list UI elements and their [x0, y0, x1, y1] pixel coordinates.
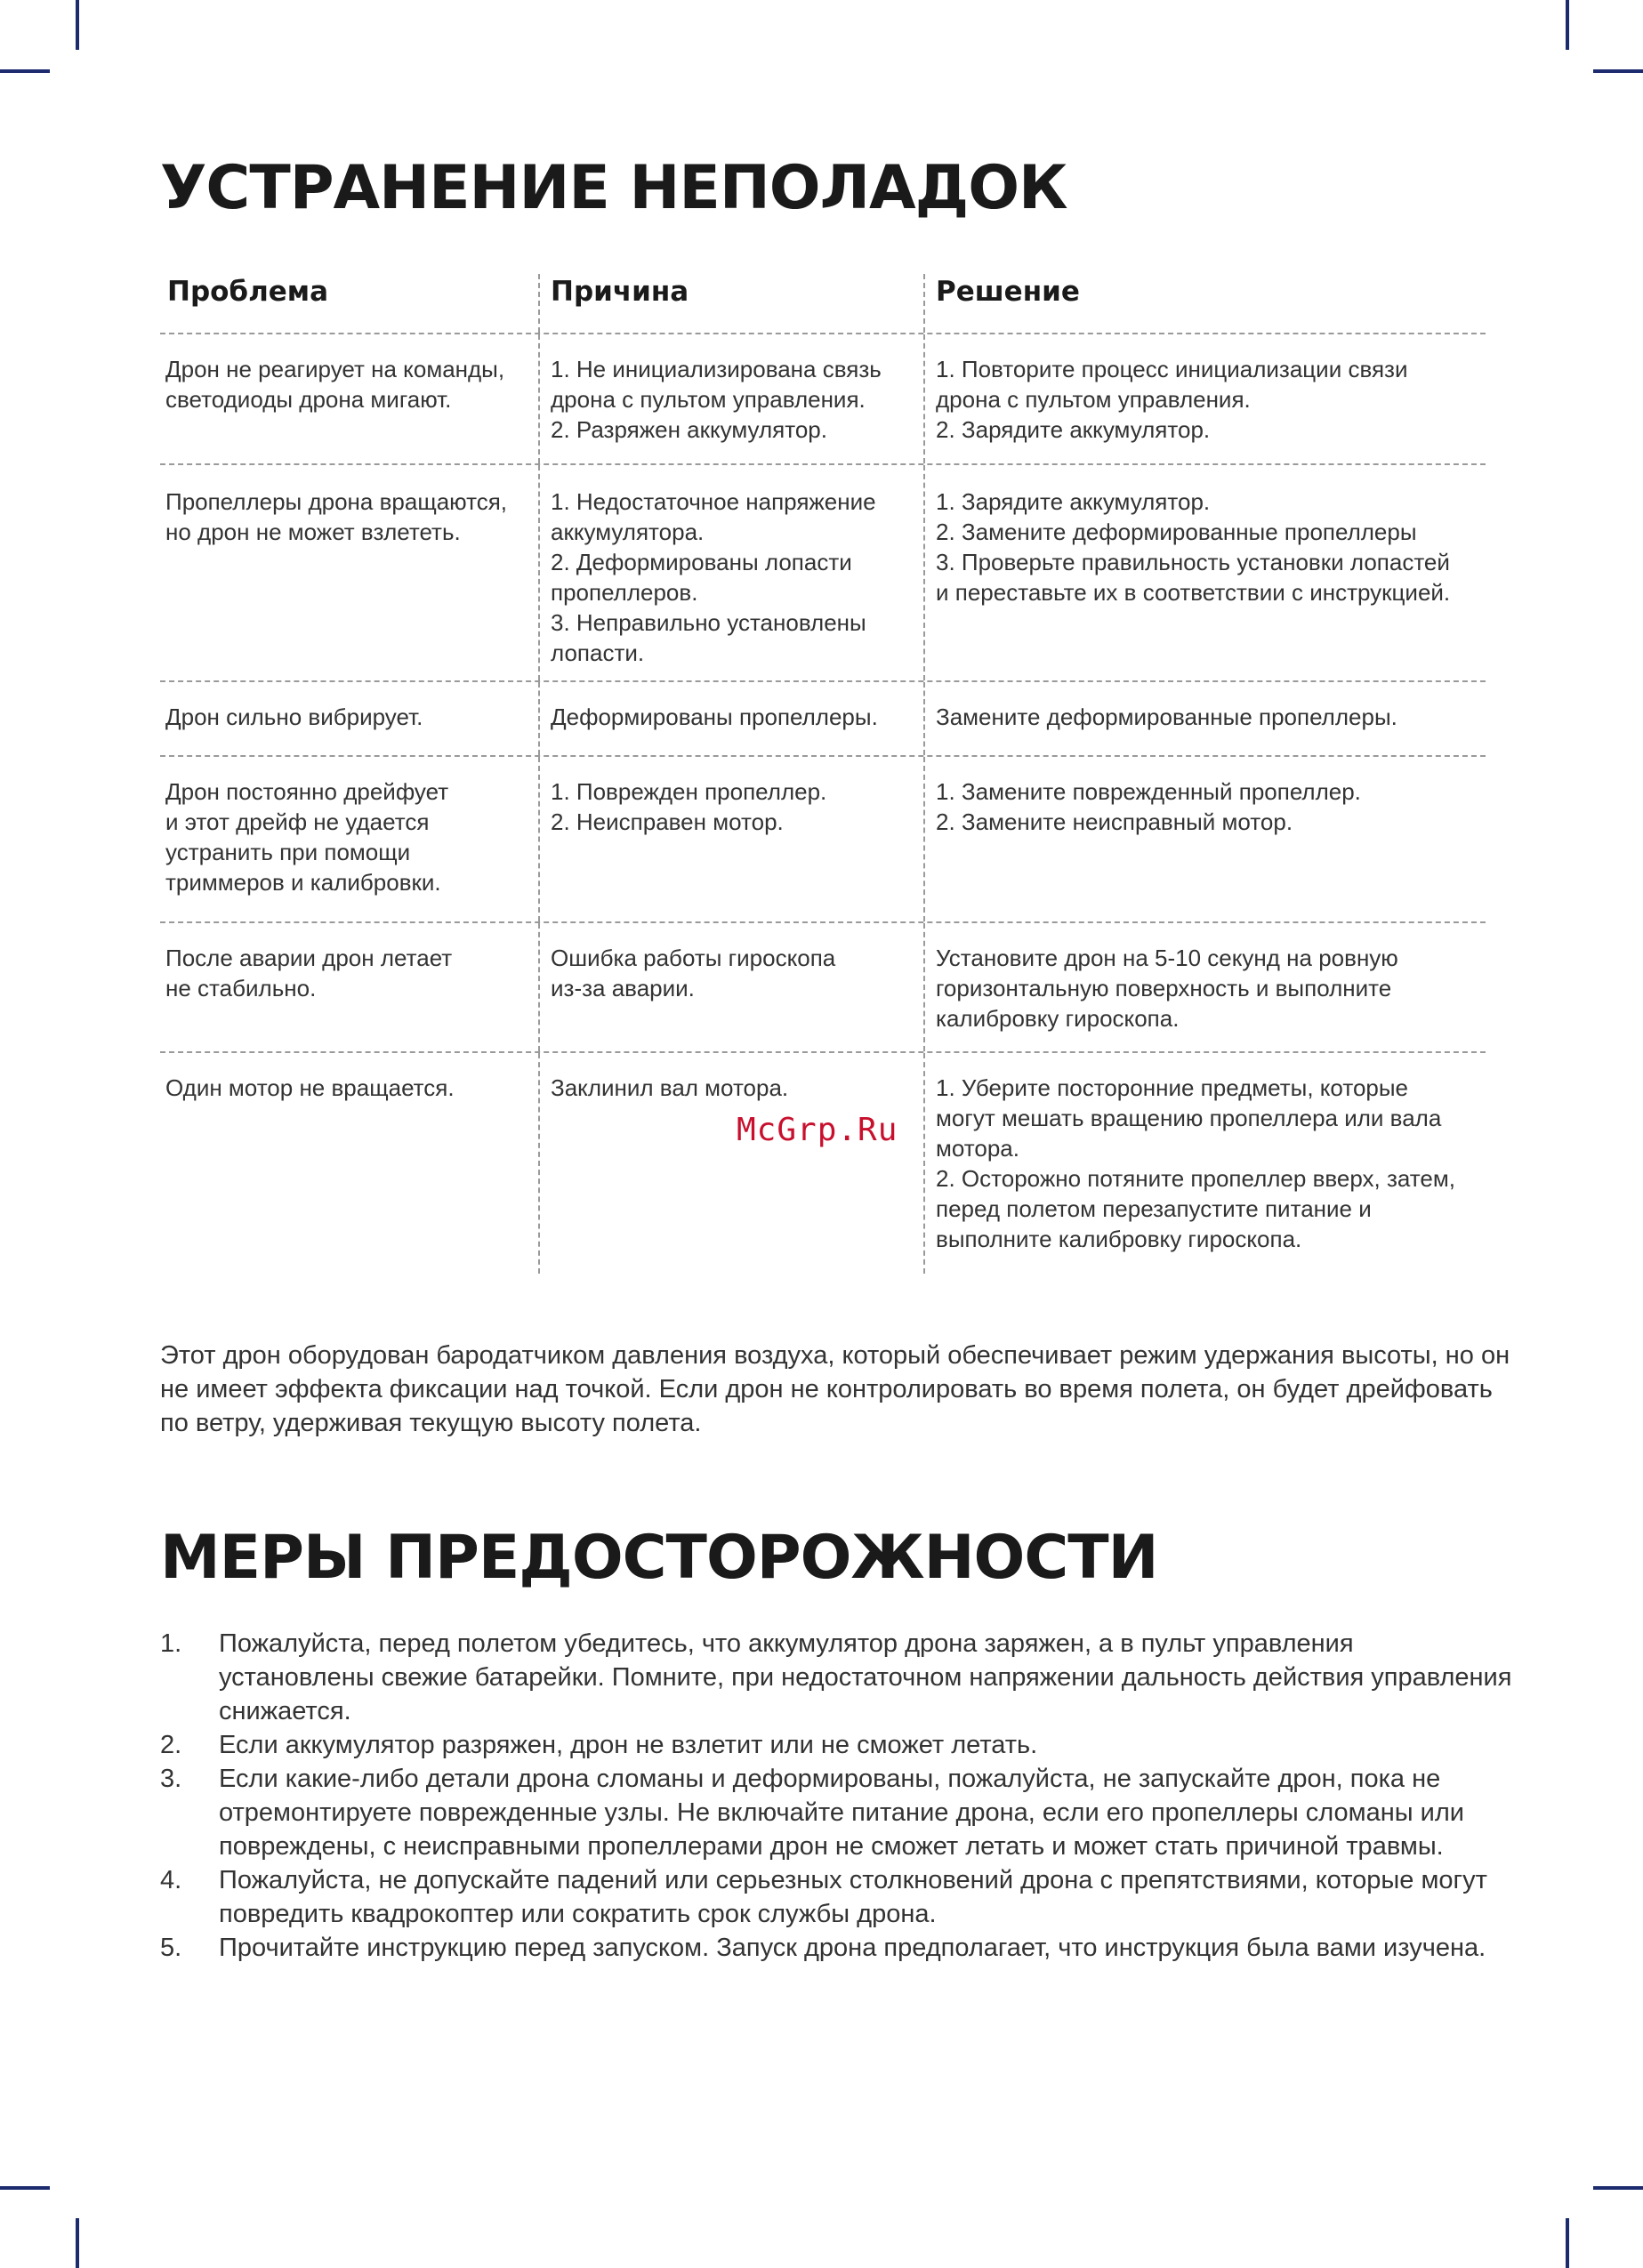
- table-row: [160, 757, 1486, 923]
- solution-cell: 1. Уберите посторонние предметы, которые могут мешать вращению пропеллера или вала мотора. 2. Осторожно потяните пропеллер вверх, затем, перед полетом перезапустите питание и выполните калибровку гироскопа.: [923, 1053, 1486, 1274]
- problem-cell: После аварии дрон летает не стабильно.: [165, 945, 453, 1001]
- cause-cell: 1. Недостаточное напряжение аккумулятора. 2. Деформированы лопасти пропеллеров. 3. Неправильно установлены лопасти.: [538, 465, 923, 680]
- problem-cell: Дрон сильно вибрирует.: [165, 704, 423, 730]
- solution-cell: 1. Замените поврежденный пропеллер. 2. Замените неисправный мотор.: [923, 757, 1486, 921]
- precautions-list: [160, 1627, 1512, 1965]
- problem-cell: Дрон постоянно дрейфует и этот дрейф не удается устранить при помощи триммеров и калибровки.: [165, 778, 449, 896]
- list-item-number: 1.: [160, 1629, 182, 1658]
- problem-cell: Пропеллеры дрона вращаются, но дрон не может взлететь.: [165, 488, 508, 545]
- list-item-number: 3.: [160, 1765, 182, 1793]
- table-row: [160, 334, 1486, 465]
- precautions-title: МЕРЫ ПРЕДОСТОРОЖНОСТИ: [160, 1523, 1158, 1593]
- cause-cell: 1. Поврежден пропеллер. 2. Неисправен мотор.: [538, 757, 923, 921]
- crop-mark-bottom-left-h: [0, 2186, 50, 2190]
- list-item: [160, 1627, 1512, 1728]
- list-item: [160, 1863, 1512, 1931]
- list-item: [160, 1728, 1512, 1762]
- crop-mark-top-right-h: [1593, 69, 1643, 73]
- list-item-number: 2.: [160, 1731, 182, 1759]
- header-problem: Проблема: [167, 276, 329, 308]
- solution-cell: 1. Зарядите аккумулятор. 2. Замените деформированные пропеллеры 3. Проверьте правильность установки лопастей и переставьте их в соответствии с инструкцией.: [923, 465, 1486, 680]
- problem-cell: Дрон не реагирует на команды, светодиоды дрона мигают.: [165, 356, 505, 413]
- list-item: [160, 1931, 1512, 1965]
- table-row: [160, 1053, 1486, 1274]
- table-row: [160, 923, 1486, 1053]
- crop-mark-bottom-right-h: [1593, 2186, 1643, 2190]
- troubleshooting-title: УСТРАНЕНИЕ НЕПОЛАДОК: [160, 153, 1067, 223]
- barometer-note: Этот дрон оборудован бародатчиком давления воздуха, который обеспечивает режим удержания высоты, но он не имеет эффекта фиксации над точкой. Если дрон не контролировать во время полета, он будет дрейфовать по ветру, удерживая текущую высоту полета.: [160, 1341, 1510, 1437]
- table-row: [160, 682, 1486, 757]
- solution-cell: Установите дрон на 5-10 секунд на ровную горизонтальную поверхность и выполните калибровку гироскопа.: [923, 923, 1486, 1051]
- crop-mark-top-left-h: [0, 69, 50, 73]
- table-header-row: [160, 274, 1486, 334]
- list-item-number: 4.: [160, 1866, 182, 1894]
- solution-cell: 1. Повторите процесс инициализации связи дрона с пультом управления. 2. Зарядите аккумулятор.: [923, 334, 1486, 463]
- crop-mark-top-right-v: [1566, 0, 1569, 50]
- list-item-text: Если какие-либо детали дрона сломаны и деформированы, пожалуйста, не запускайте дрон, пока не отремонтируете поврежденные узлы. Не включайте питание дрона, если его пропеллеры сломаны или повреждены, с неисправными пропеллерами дрон не сможет летать и может стать причиной травмы.: [219, 1765, 1464, 1861]
- cause-cell: Заклинил вал мотора.: [538, 1053, 923, 1274]
- problem-cell: Один мотор не вращается.: [165, 1074, 455, 1101]
- crop-mark-bottom-left-v: [76, 2218, 79, 2268]
- cause-cell: 1. Не инициализирована связь дрона с пультом управления. 2. Разряжен аккумулятор.: [538, 334, 923, 463]
- table-row: [160, 465, 1486, 682]
- list-item-text: Пожалуйста, перед полетом убедитесь, что аккумулятор дрона заряжен, а в пульт управления установлены свежие батарейки. Помните, при недостаточном напряжении дальность действия управления снижается.: [219, 1629, 1512, 1725]
- cause-cell: Деформированы пропеллеры.: [538, 682, 923, 755]
- list-item-text: Пожалуйста, не допускайте падений или серьезных столкновений дрона с препятствиями, которые могут повредить квадрокоптер или сократить срок службы дрона.: [219, 1866, 1487, 1928]
- list-item-text: Если аккумулятор разряжен, дрон не взлетит или не сможет летать.: [219, 1731, 1038, 1759]
- header-cause: Причина: [538, 274, 923, 333]
- solution-cell: Замените деформированные пропеллеры.: [923, 682, 1486, 755]
- watermark: McGrp.Ru: [737, 1112, 898, 1148]
- crop-mark-bottom-right-v: [1566, 2218, 1569, 2268]
- list-item-text: Прочитайте инструкцию перед запуском. Запуск дрона предполагает, что инструкция была вами изучена.: [219, 1934, 1486, 1962]
- crop-mark-top-left-v: [76, 0, 79, 50]
- cause-cell: Ошибка работы гироскопа из-за аварии.: [538, 923, 923, 1051]
- list-item-number: 5.: [160, 1934, 182, 1962]
- header-solution: Решение: [923, 274, 1486, 333]
- list-item: [160, 1762, 1512, 1863]
